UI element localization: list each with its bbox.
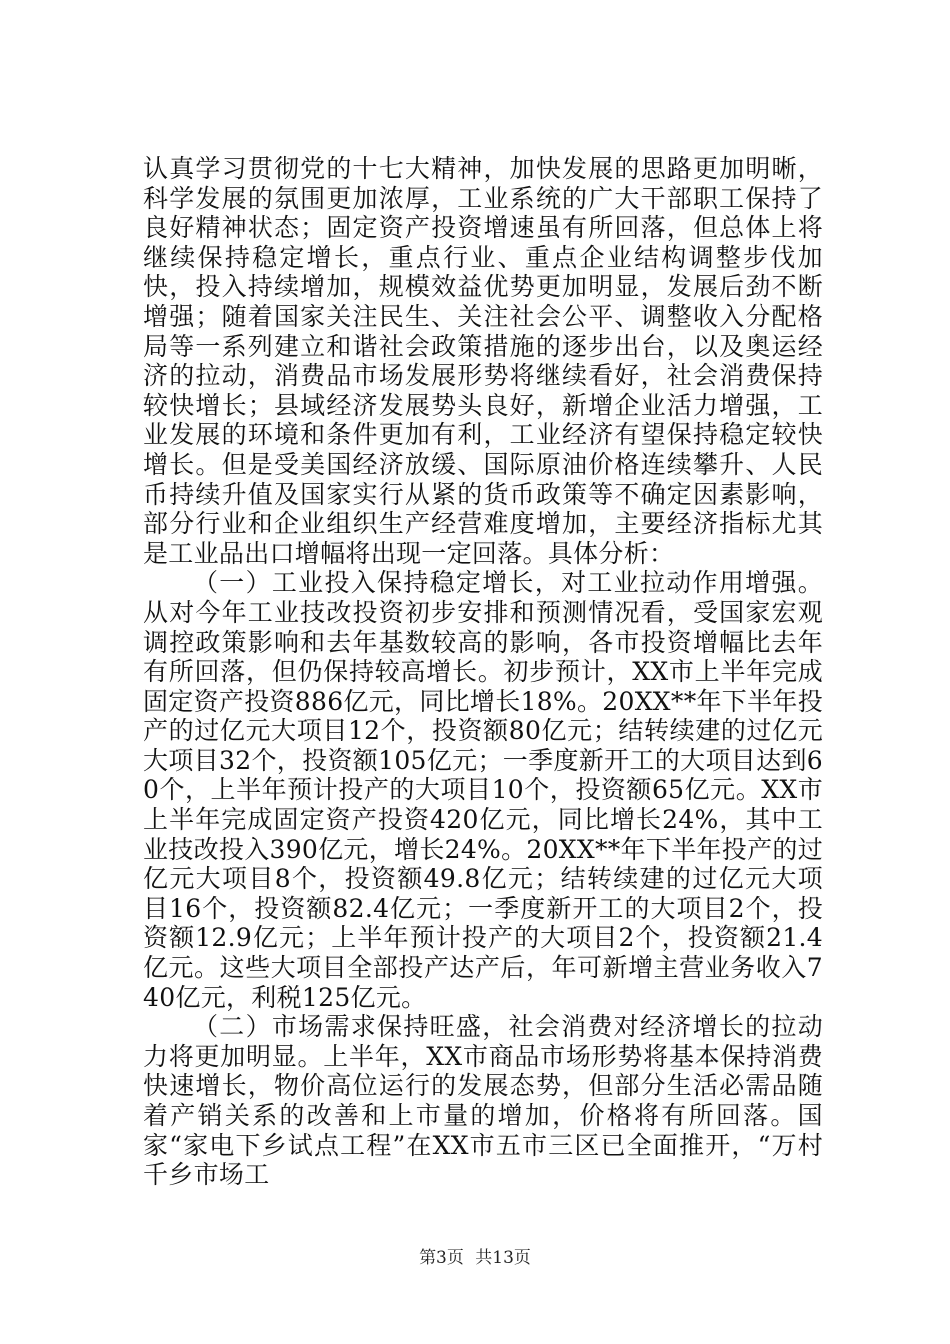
document-body: [143, 154, 823, 1190]
page-number: 第3页: [419, 1248, 464, 1268]
page-footer: [0, 1247, 950, 1269]
paragraph-section-1: （一）工业投入保持稳定增长，对工业拉动作用增强。从对今年工业技改投资初步安排和预测情况看，受国家宏观调控政策影响和去年基数较高的影响，各市投资增幅比去年有所回落，但仍保持较高增长。初步预计，XX市上半年完成固定资产投资886亿元，同比增长18%。20XX**年下半年投产的过亿元大项目12个，投资额80亿元；结转续建的过亿元大项目32个，投资额105亿元；一季度新开工的大项目达到60个，上半年预计投产的大项目10个，投资额65亿元。XX市上半年完成固定资产投资420亿元，同比增长24%，其中工业技改投入390亿元，增长24%。20XX**年下半年投产的过亿元大项目8个，投资额49.8亿元；结转续建的过亿元大项目16个，投资额82.4亿元；一季度新开工的大项目2个，投资额12.9亿元；上半年预计投产的大项目2个，投资额21.4亿元。这些大项目全部投产达产后，年可新增主营业务收入740亿元，利税125亿元。: [143, 568, 823, 1012]
paragraph-intro: 认真学习贯彻党的十七大精神，加快发展的思路更加明晰，科学发展的氛围更加浓厚，工业系统的广大干部职工保持了良好精神状态；固定资产投资增速虽有所回落，但总体上将继续保持稳定增长，重点行业、重点企业结构调整步伐加快，投入持续增加，规模效益优势更加明显，发展后劲不断增强；随着国家关注民生、关注社会公平、调整收入分配格局等一系列建立和谐社会政策措施的逐步出台，以及奥运经济的拉动，消费品市场发展形势将继续看好，社会消费保持较快增长；县域经济发展势头良好，新增企业活力增强，工业发展的环境和条件更加有利，工业经济有望保持稳定较快增长。但是受美国经济放缓、国际原油价格连续攀升、人民币持续升值及国家实行从紧的货币政策等不确定因素影响，部分行业和企业组织生产经营难度增加，主要经济指标尤其是工业品出口增幅将出现一定回落。具体分析：: [143, 154, 823, 568]
paragraph-section-2: （二）市场需求保持旺盛，社会消费对经济增长的拉动力将更加明显。上半年，XX市商品市场形势将基本保持消费快速增长，物价高位运行的发展态势，但部分生活必需品随着产销关系的改善和上市量的增加，价格将有所回落。国家“家电下乡试点工程”在XX市五市三区已全面推开，“万村千乡市场工: [143, 1012, 823, 1190]
page-total: 共13页: [475, 1248, 531, 1268]
